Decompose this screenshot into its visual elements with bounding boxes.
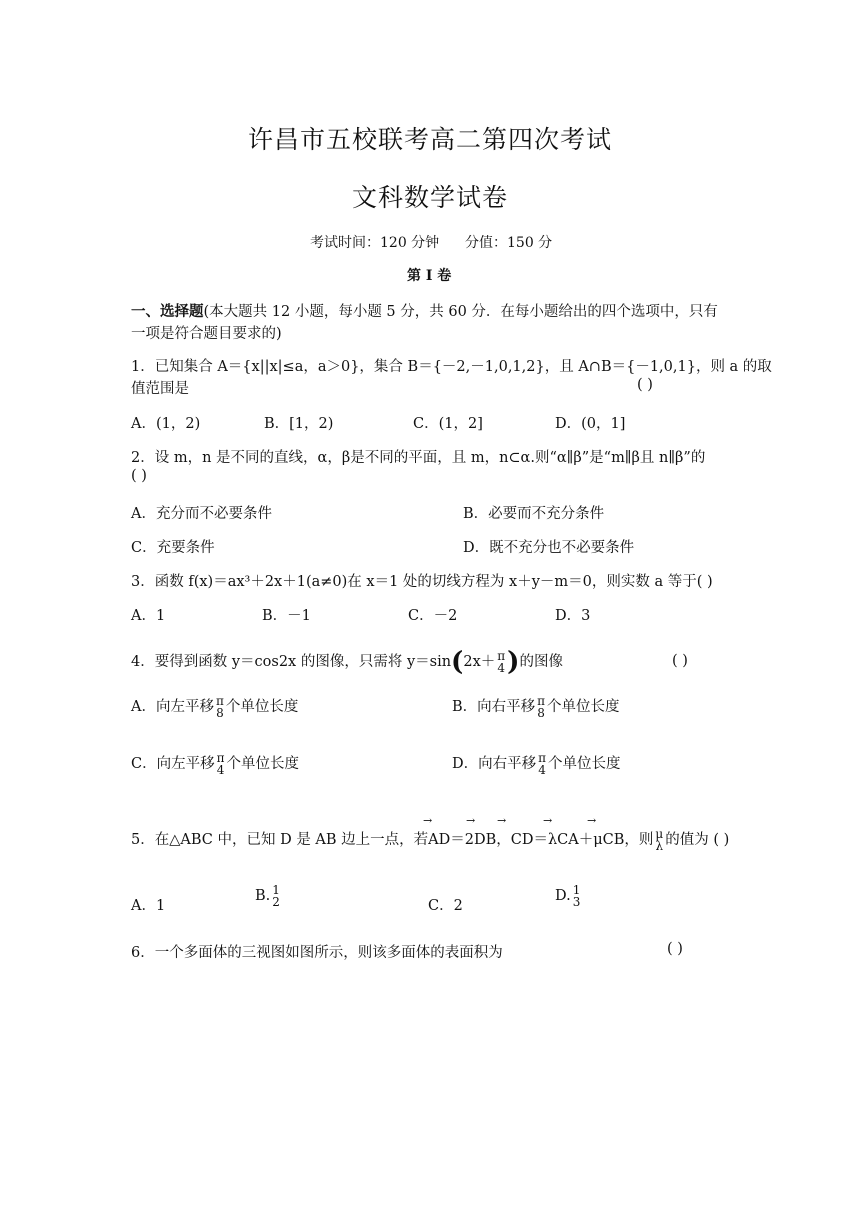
q4-d-unit: 个单位长度	[548, 756, 621, 772]
q3-option-d: D．3	[555, 608, 591, 624]
q4-right-paren: )	[507, 647, 520, 677]
volume-label: 第 Ⅰ 卷	[407, 268, 452, 284]
q4-a-frac	[215, 695, 225, 719]
vector-arrow-db: →	[466, 814, 476, 827]
q5-b-frac	[271, 884, 281, 908]
exam-score: 分值：150 分	[465, 235, 553, 251]
q4-stem-pre: 4．要得到函数 y＝cos2x 的图像，只需将 y＝sin	[131, 654, 452, 670]
vector-arrow-ca: →	[543, 814, 553, 827]
q1-stem-1: 1．已知集合 A＝{x||x|≤a，a＞0}，集合 B＝{－2,－1,0,1,2}，且 A∩B＝{－1,0,1}，则 a 的取	[131, 359, 772, 375]
q4-b-frac-num: π	[537, 694, 546, 708]
q4-c-unit: 个单位长度	[226, 756, 299, 772]
q4-option-a	[131, 695, 298, 719]
q1-answer-paren: ( )	[637, 377, 653, 393]
q4-c-pre: C．向左平移	[131, 756, 215, 772]
q2-option-d: D．既不充分也不必要条件	[463, 540, 635, 556]
q4-option-b	[452, 695, 620, 719]
q4-d-pre: D．向右平移	[452, 756, 537, 772]
q4-c-frac-den: 4	[216, 763, 225, 777]
q4-stem	[131, 640, 563, 684]
q5-stem	[131, 828, 729, 852]
q5-d-frac	[572, 884, 582, 908]
q4-c-frac	[216, 752, 226, 776]
q1-option-b: B．[1，2)	[264, 416, 334, 432]
q4-c-frac-num: π	[216, 751, 225, 765]
q4-a-frac-num: π	[215, 694, 224, 708]
q5-option-a: A．1	[131, 898, 166, 914]
q4-b-frac	[536, 695, 546, 719]
q3-option-b: B．－1	[262, 608, 311, 624]
q3-option-c: C．－2	[408, 608, 458, 624]
q1-stem-2: 值范围是	[131, 381, 189, 397]
section-label: 一、选择题	[131, 303, 204, 320]
q4-b-unit: 个单位长度	[547, 699, 620, 715]
exam-subtitle: 文科数学试卷	[351, 183, 508, 212]
q5-stem-text: 5．在△ABC 中，已知 D 是 AB 边上一点，若AD＝2DB，CD＝λCA＋μCB，则	[131, 832, 654, 848]
q4-frac-den: 4	[497, 661, 506, 675]
q5-option-c: C．2	[428, 898, 463, 914]
q6-stem: 6．一个多面体的三视图如图所示，则该多面体的表面积为	[131, 945, 503, 961]
q5-b-frac-num: 1	[272, 883, 280, 897]
q4-frac-num: π	[497, 649, 506, 663]
q4-a-unit: 个单位长度	[225, 699, 299, 715]
q5-option-d	[555, 884, 582, 908]
q5-stem-tail: 的值为 ( )	[665, 832, 730, 848]
q2-option-b: B．必要而不充分条件	[463, 506, 605, 522]
vector-arrow-cd: →	[497, 814, 507, 827]
q4-a-frac-den: 8	[216, 706, 224, 720]
q5-b-pre: B.	[255, 888, 271, 904]
q1-option-d: D．(0，1]	[555, 416, 626, 432]
q4-option-c	[131, 752, 299, 776]
q4-d-frac-den: 4	[538, 763, 546, 777]
vector-arrow-ad: →	[423, 814, 433, 827]
q5-d-pre: D.	[555, 888, 571, 904]
section-desc-1: (本大题共 12 小题，每小题 5 分，共 60 分．在每小题给出的四个选项中，只有	[203, 304, 718, 320]
q2-option-c: C．充要条件	[131, 540, 215, 556]
q2-stem-2: ( )	[131, 468, 147, 484]
q2-stem-1: 2．设 m，n 是不同的直线，α，β是不同的平面，且 m，n⊂α.则“α∥β”是“m∥β且 n∥β”的	[131, 450, 706, 466]
section-desc-2: 一项是符合题目要求的)	[131, 326, 282, 342]
q4-inner: 2x＋	[463, 654, 496, 670]
q4-left-paren: (	[451, 647, 464, 677]
q3-stem: 3．函数 f(x)＝ax³＋2x＋1(a≠0)在 x＝1 处的切线方程为 x＋y－m＝0，则实数 a 等于( )	[131, 574, 713, 590]
q6-answer-paren: ( )	[667, 941, 683, 957]
q4-answer-paren: ( )	[672, 653, 688, 669]
q5-d-frac-den: 3	[572, 895, 581, 909]
q1-option-c: C．(1，2]	[413, 416, 483, 432]
q4-b-frac-den: 8	[537, 706, 545, 720]
q5-frac-num: μ	[655, 827, 664, 841]
exam-title: 许昌市五校联考高二第四次考试	[247, 125, 612, 154]
q4-d-frac-num: π	[538, 751, 547, 765]
q5-frac-den: λ	[655, 839, 664, 853]
q4-option-d	[452, 752, 621, 776]
q3-option-a: A．1	[131, 608, 166, 624]
q4-a-pre: A．向左平移	[131, 699, 214, 715]
q4-b-pre: B．向右平移	[452, 699, 536, 715]
q4-d-frac	[537, 752, 547, 776]
q4-fraction	[496, 650, 506, 674]
exam-time: 考试时间：120 分钟	[310, 235, 440, 251]
q2-option-a: A．充分而不必要条件	[131, 506, 272, 522]
q1-option-a: A．(1，2)	[131, 416, 201, 432]
q5-d-frac-num: 1	[572, 883, 581, 897]
q5-fraction	[654, 828, 664, 852]
q4-stem-post: 的图像	[519, 654, 563, 670]
vector-arrow-cb: →	[587, 814, 597, 827]
q5-option-b	[255, 884, 282, 908]
section-intro	[131, 300, 718, 321]
q5-b-frac-den: 2	[272, 895, 280, 909]
